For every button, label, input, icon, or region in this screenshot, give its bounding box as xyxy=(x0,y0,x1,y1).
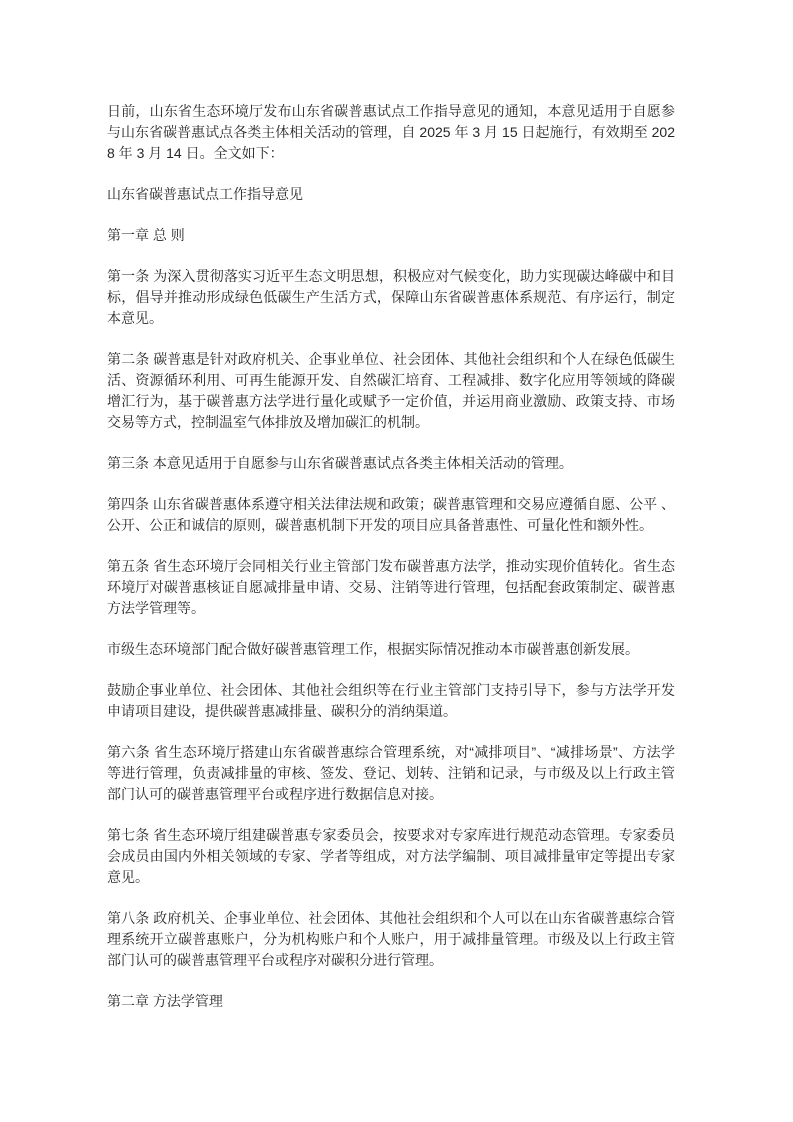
article-3-paragraph: 第三条 本意见适用于自愿参与山东省碳普惠试点各类主体相关活动的管理。 xyxy=(107,455,573,471)
intro-paragraph: 日前，山东省生态环境厅发布山东省碳普惠试点工作指导意见的通知，本意见适用于自愿参与山东省碳普惠试点各类主体相关活动的管理，自 2025 年 3 月 15 日起施行，有效期至 2028 年 3 月 14 日。全文如下： xyxy=(107,103,675,161)
article-8-paragraph: 第八条 政府机关、企事业单位、社会团体、其他社会组织和个人可以在山东省碳普惠综合管理系统开立碳普惠账户，分为机构账户和个人账户，用于减排量管理。市级及以上行政主管部门认可的碳普惠管理平台或程序对碳积分进行管理。 xyxy=(107,910,675,968)
city-level-paragraph: 市级生态环境部门配合做好碳普惠管理工作，根据实际情况推动本市碳普惠创新发展。 xyxy=(107,641,639,657)
encourage-paragraph: 鼓励企事业单位、社会团体、其他社会组织等在行业主管部门支持引导下，参与方法学开发申请项目建设，提供碳普惠减排量、碳积分的消纳渠道。 xyxy=(107,682,675,719)
chapter-2-heading: 第二章 方法学管理 xyxy=(107,993,223,1009)
article-4-paragraph: 第四条 山东省碳普惠体系遵守相关法律法规和政策；碳普惠管理和交易应遵循自愿、公平 、公开、公正和诚信的原则，碳普惠机制下开发的项目应具备普惠性、可量化性和额外性。 xyxy=(107,496,675,533)
article-5-paragraph: 第五条 省生态环境厅会同相关行业主管部门发布碳普惠方法学，推动实现价值转化。省生态环境厅对碳普惠核证自愿减排量申请、交易、注销等进行管理，包括配套政策制定、碳普惠方法学管理等。 xyxy=(107,558,675,616)
chapter-1-heading: 第一章 总 则 xyxy=(107,227,185,243)
article-7-paragraph: 第七条 省生态环境厅组建碳普惠专家委员会，按要求对专家库进行规范动态管理。专家委员会成员由国内外相关领域的专家、学者等组成，对方法学编制、项目减排量审定等提出专家意见。 xyxy=(107,827,675,885)
article-1-paragraph: 第一条 为深入贯彻落实习近平生态文明思想，积极应对气候变化，助力实现碳达峰碳中和目标，倡导并推动形成绿色低碳生产生活方式，保障山东省碳普惠体系规范、有序运行，制定本意见。 xyxy=(107,268,675,326)
article-2-paragraph: 第二条 碳普惠是针对政府机关、企事业单位、社会团体、其他社会组织和个人在绿色低碳生活、资源循环利用、可再生能源开发、自然碳汇培育、工程减排、数字化应用等领域的降碳增汇行为，基于碳普惠方法学进行量化或赋予一定价值，并运用商业激励、政策支持、市场交易等方式，控制温室气体排放及增加碳汇的机制。 xyxy=(107,351,675,430)
document-title: 山东省碳普惠试点工作指导意见 xyxy=(107,186,303,202)
article-6-paragraph: 第六条 省生态环境厅搭建山东省碳普惠综合管理系统，对“减排项目”、“减排场景”、方法学等进行管理，负责减排量的审核、签发、登记、划转、注销和记录，与市级及以上行政主管部门认可的碳普惠管理平台或程序进行数据信息对接。 xyxy=(107,744,675,802)
